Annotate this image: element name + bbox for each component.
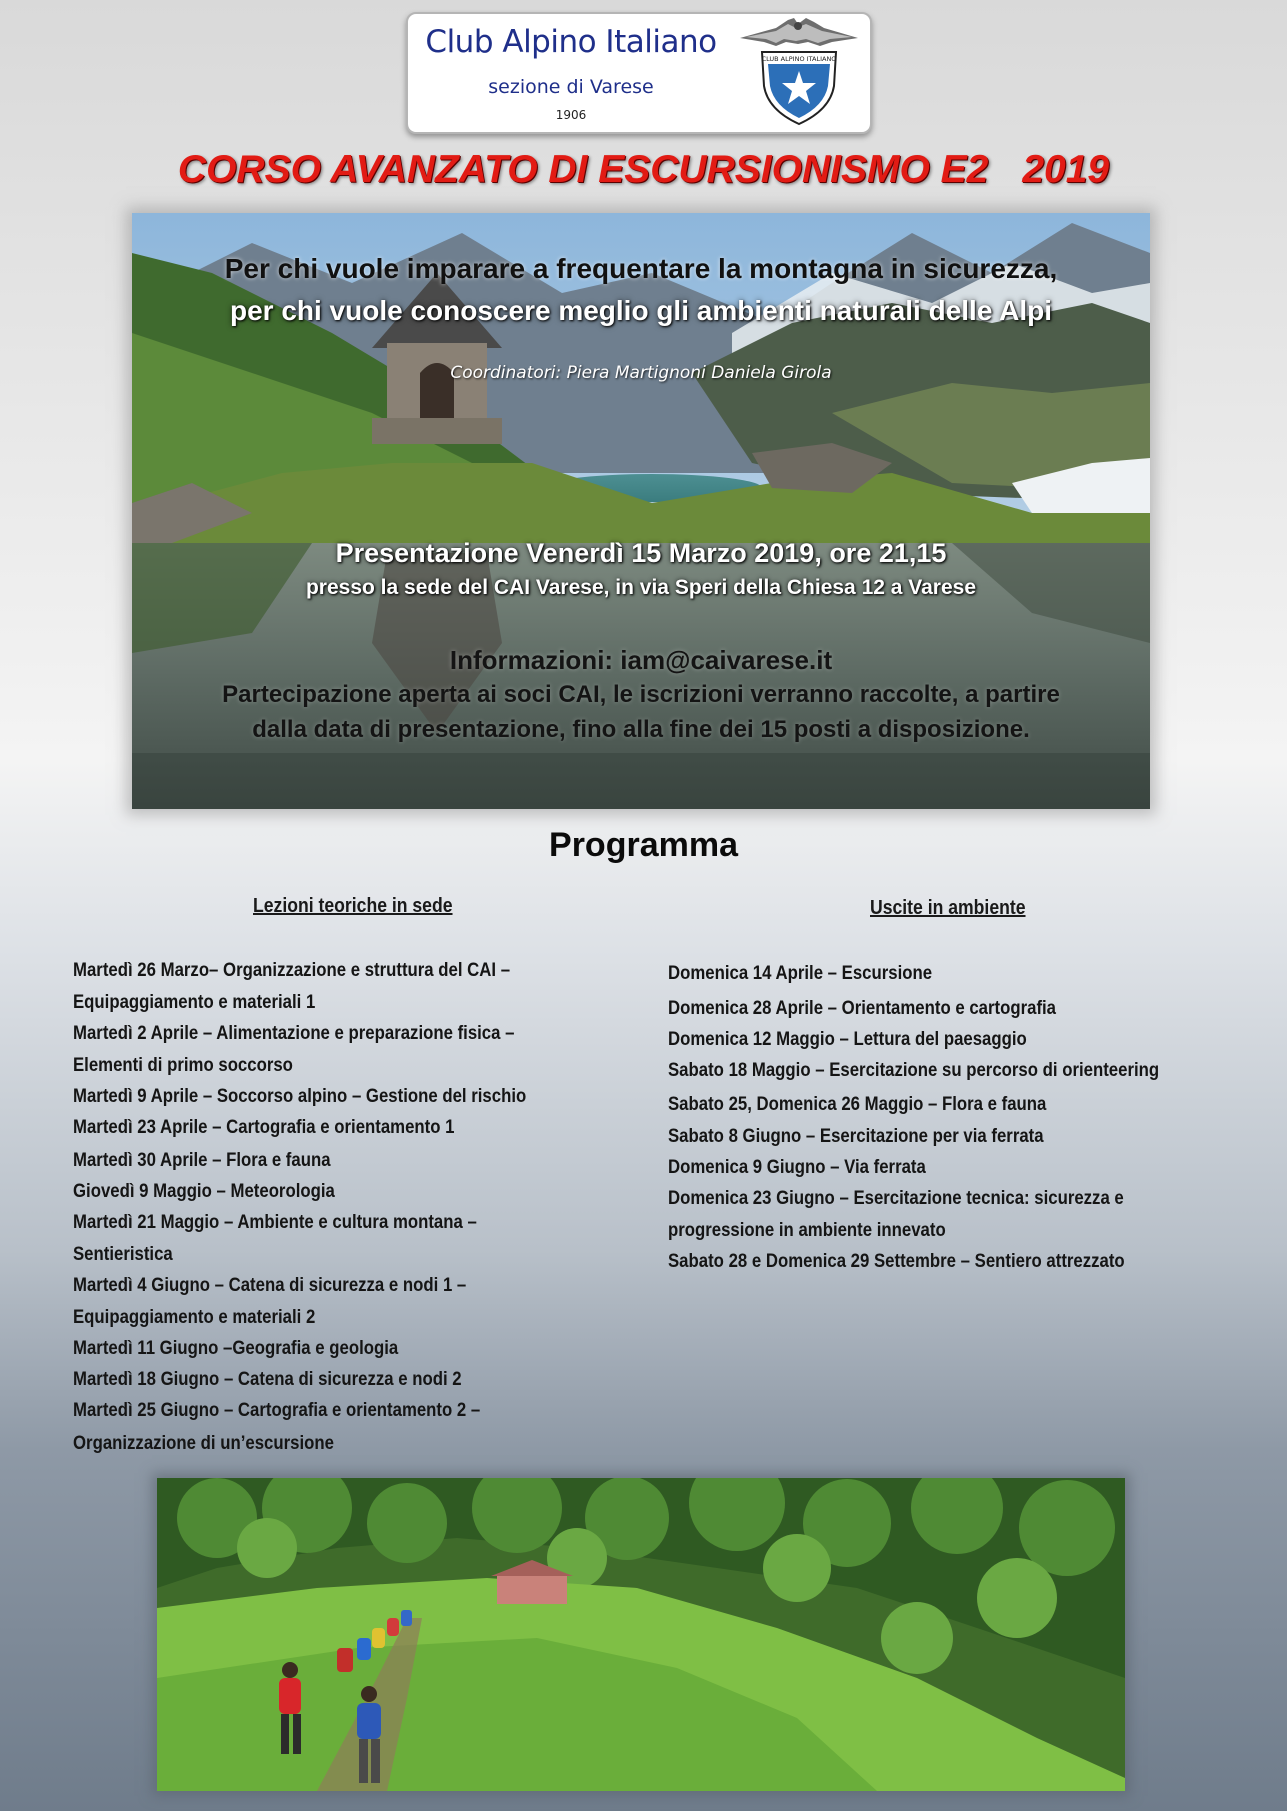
outings-heading: Uscite in ambiente <box>870 897 1026 919</box>
cai-eagle-shield-emblem <box>736 16 862 128</box>
list-item: Martedì 9 Aprile – Soccorso alpino – Gestione del rischio <box>73 1085 527 1107</box>
cai-logo <box>406 12 872 134</box>
list-item: Martedì 23 Aprile – Cartografia e orientamento 1 <box>73 1116 455 1138</box>
hero-mountain-lake-photo <box>132 213 1150 809</box>
logo-year: 1906 <box>555 108 587 122</box>
presentation-venue: presso la sede del CAI Varese, in via Speri della Chiesa 12 a Varese <box>305 576 977 599</box>
hikers-image <box>157 1478 1125 1791</box>
list-item: Domenica 14 Aprile – Escursione <box>668 962 933 984</box>
hikers-meadow-photo <box>157 1478 1125 1791</box>
participation-line-2: dalla data di presentazione, fino alla fine dei 15 posti a disposizione. <box>252 716 1030 743</box>
list-item: Martedì 11 Giugno –Geografia e geologia <box>73 1337 399 1359</box>
list-item: Martedì 25 Giugno – Cartografia e orientamento 2 – <box>73 1399 481 1421</box>
list-item: Equipaggiamento e materiali 2 <box>73 1306 316 1328</box>
course-title <box>0 148 1287 192</box>
list-item: Sentieristica <box>73 1243 173 1265</box>
course-year: 2019 <box>1022 148 1110 191</box>
tagline-nature: per chi vuole conoscere meglio gli ambienti naturali delle Alpi <box>229 295 1053 326</box>
list-item: progressione in ambiente innevato <box>668 1219 946 1241</box>
coordinators: Coordinatori: Piera Martignoni Daniela Girola <box>450 363 832 383</box>
list-item: Martedì 21 Maggio – Ambiente e cultura montana – <box>73 1211 477 1233</box>
tagline-safety: Per chi vuole imparare a frequentare la montagna in sicurezza, <box>224 253 1058 284</box>
list-item: Domenica 9 Giugno – Via ferrata <box>668 1156 926 1178</box>
list-item: Domenica 28 Aprile – Orientamento e cartografia <box>668 997 1057 1019</box>
list-item: Sabato 8 Giugno – Esercitazione per via ferrata <box>668 1125 1044 1147</box>
list-item: Martedì 18 Giugno – Catena di sicurezza e nodi 2 <box>73 1368 462 1390</box>
list-item: Domenica 12 Maggio – Lettura del paesaggio <box>668 1028 1027 1050</box>
list-item: Martedì 26 Marzo– Organizzazione e struttura del CAI – <box>73 959 511 981</box>
list-item: Elementi di primo soccorso <box>73 1054 293 1076</box>
list-item: Martedì 30 Aprile – Flora e fauna <box>73 1149 331 1171</box>
list-item: Giovedì 9 Maggio – Meteorologia <box>73 1180 335 1202</box>
participation-line-1: Partecipazione aperta ai soci CAI, le iscrizioni verranno raccolte, a partire <box>222 681 1060 708</box>
info-email: Informazioni: iam@caivarese.it <box>449 645 833 675</box>
logo-title: Club Alpino Italiano <box>425 24 717 60</box>
list-item: Equipaggiamento e materiali 1 <box>73 991 316 1013</box>
emblem-text: CLUB ALPINO ITALIANO <box>761 55 837 63</box>
list-item: Organizzazione di un’escursione <box>73 1432 334 1454</box>
list-item: Martedì 2 Aprile – Alimentazione e preparazione fisica – <box>73 1022 515 1044</box>
list-item: Sabato 25, Domenica 26 Maggio – Flora e fauna <box>668 1093 1047 1115</box>
programma-heading: Programma <box>549 826 738 864</box>
course-name: CORSO AVANZATO DI ESCURSIONISMO E2 <box>177 148 989 191</box>
list-item: Martedì 4 Giugno – Catena di sicurezza e nodi 1 – <box>73 1274 467 1296</box>
list-item: Sabato 28 e Domenica 29 Settembre – Sentiero attrezzato <box>668 1250 1125 1272</box>
theory-lessons-heading: Lezioni teoriche in sede <box>253 895 453 917</box>
presentation-date: Presentazione Venerdì 15 Marzo 2019, ore 21,15 <box>335 538 947 568</box>
logo-section: sezione di Varese <box>488 76 654 98</box>
list-item: Domenica 23 Giugno – Esercitazione tecnica: sicurezza e <box>668 1187 1124 1209</box>
list-item: Sabato 18 Maggio – Esercitazione su percorso di orienteering <box>668 1059 1160 1081</box>
